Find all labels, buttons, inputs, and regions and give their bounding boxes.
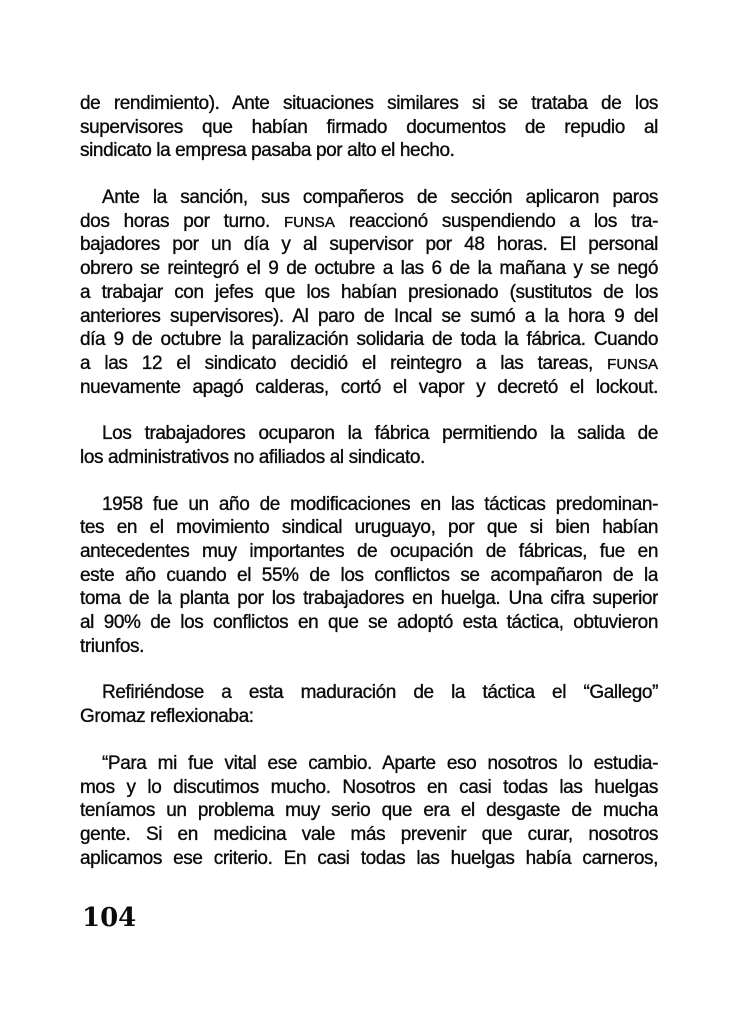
text-line: 1958 fue un año de modificaciones en las tácticas predominan- <box>102 493 658 515</box>
page-number: 104 <box>82 903 137 933</box>
page-text-block <box>80 92 658 870</box>
paragraph <box>80 92 658 163</box>
text-line: mos y lo discutimos mucho. Nosotros en casi todas las huelgas <box>80 776 658 798</box>
text-line: “Para mi fue vital ese cambio. Aparte eso nosotros lo estudia- <box>102 752 658 774</box>
text-line: antecedentes muy importantes de ocupación de fábricas, fue en <box>80 541 658 562</box>
text-line: obrero se reintegró el 9 de octubre a las 6 de la mañana y se negó <box>80 258 658 280</box>
paragraph <box>80 752 658 870</box>
text-line: aplicamos ese criterio. En casi todas las huelgas había carneros, <box>80 847 658 869</box>
text-line: triunfos. <box>80 635 144 657</box>
text-line: Los trabajadores ocuparon la fábrica permitiendo la salida de <box>102 423 658 445</box>
text-line: gente. Si en medicina vale más prevenir que curar, nosotros <box>80 823 658 845</box>
text-line: de rendimiento). Ante situaciones similares si se trataba de los <box>80 93 658 114</box>
text-line: los administrativos no afiliados al sindicato. <box>80 446 425 468</box>
text-line: día 9 de octubre la paralización solidaria de toda la fábrica. Cuando <box>80 329 658 351</box>
paragraph <box>80 493 658 659</box>
text-line: teníamos un problema muy serio que era el desgaste de mucha <box>80 800 658 822</box>
text-line: sindicato la empresa pasaba por alto el hecho. <box>80 140 455 162</box>
text-line: al 90% de los conflictos en que se adoptó esta táctica, obtuvieron <box>80 612 658 634</box>
text-line: Gromaz reflexionaba: <box>80 706 254 728</box>
text-line: Ante la sanción, sus compañeros de sección aplicaron paros <box>102 187 658 209</box>
text-line: toma de la planta por los trabajadores en huelga. Una cifra superior <box>80 588 658 610</box>
text-line: anteriores supervisores). Al paro de Incal se sumó a la hora 9 del <box>80 305 658 327</box>
text-line: nuevamente apagó calderas, cortó el vapor y decretó el lockout. <box>80 376 658 398</box>
text-line: supervisores que habían firmado documentos de repudio al <box>80 116 658 138</box>
text-line: Refiriéndose a esta maduración de la táctica el “Gallego” <box>102 682 658 704</box>
paragraph <box>80 422 658 469</box>
text-line: tes en el movimiento sindical uruguayo, por que si bien habían <box>80 517 658 539</box>
text-line: bajadores por un día y al supervisor por 48 horas. El personal <box>80 234 658 256</box>
paragraph <box>80 681 658 728</box>
text-line: dos horas por turno. FUNSA reaccionó suspendiendo a los tra- <box>80 210 658 232</box>
text-line: a trabajar con jefes que los habían presionado (sustitutos de los <box>80 281 658 303</box>
paragraph <box>80 186 658 399</box>
text-line: a las 12 el sindicato decidió el reintegro a las tareas, FUNSA <box>80 352 658 374</box>
text-line: este año cuando el 55% de los conflictos se acompañaron de la <box>80 564 658 586</box>
